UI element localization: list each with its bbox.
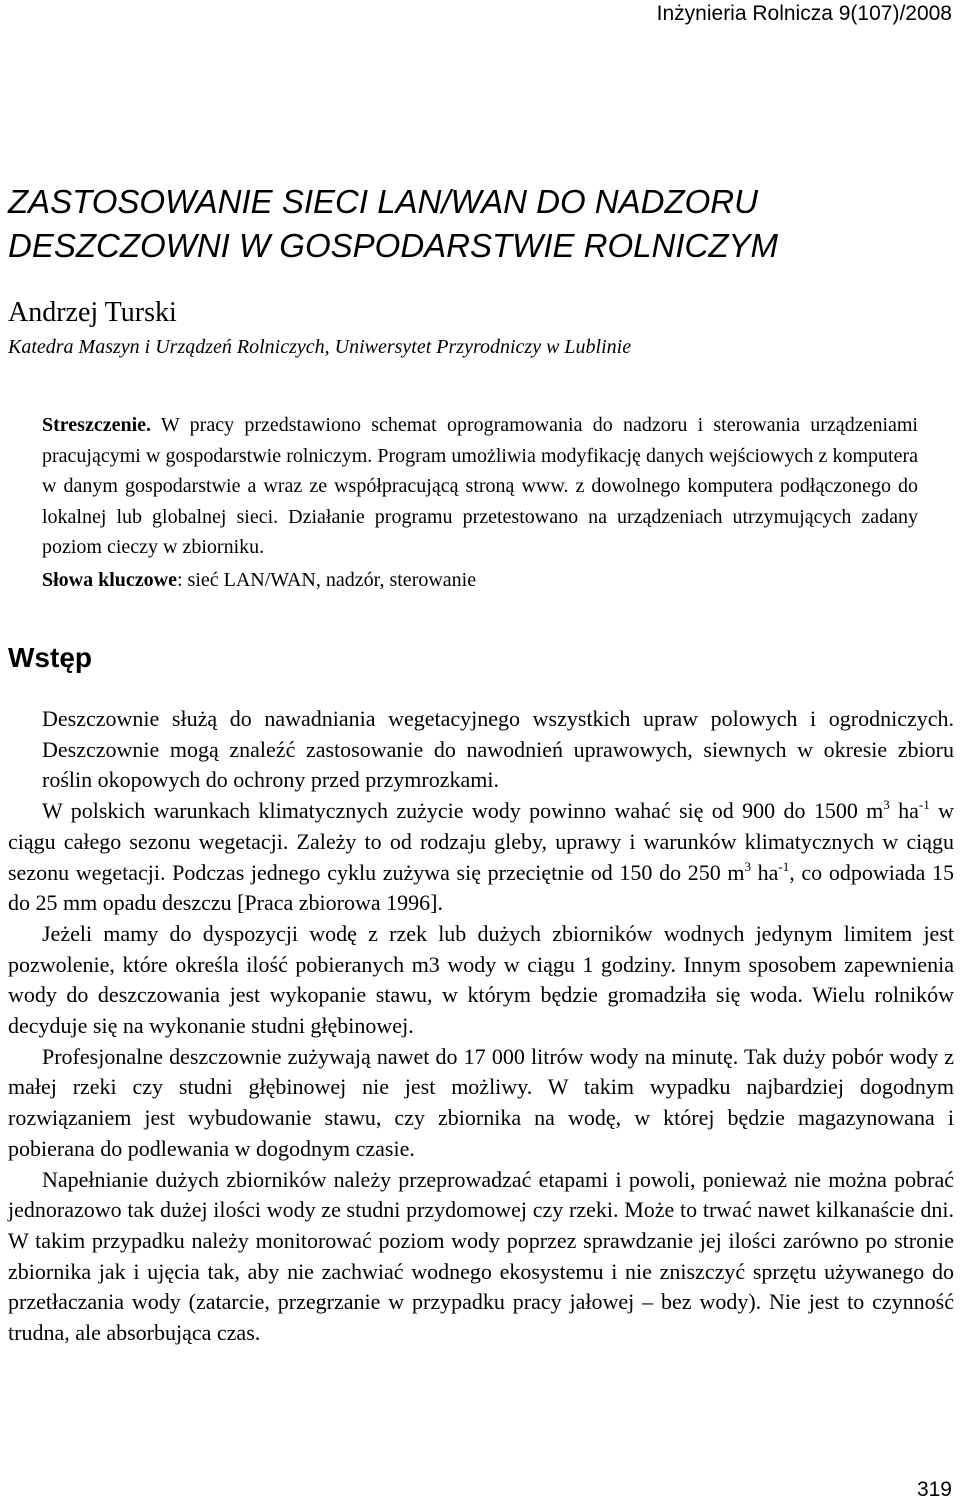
paragraph-5: Napełnianie dużych zbiorników należy przeprowadzać etapami i powoli, ponieważ nie można pobrać jednorazowo tak dużej ilości wody ze studni przydomowej czy rzeki. Może to trwać nawet kilkanaście dni. W takim przypadku należy monitorować poziom wody poprzez sprawdzanie jej ilości zarówno po stronie zbiornika jak i ujęcia tak, aby nie zachwiać wodnego ekosystemu i nie zniszczyć sprzętu używanego do przetłaczania wody (zatarcie, przegrzanie w przypadku pracy jałowej – bez wody). Nie jest to czynność trudna, ale absorbująca czas. bbox=[8, 1166, 954, 1346]
paragraph-2-text-b: ha bbox=[889, 798, 919, 824]
abstract bbox=[42, 410, 918, 563]
keywords bbox=[42, 565, 918, 595]
abstract-label: Streszczenie. bbox=[42, 414, 152, 436]
paragraph-2-text-d: ha bbox=[751, 859, 779, 885]
paragraph-2-text-c: w ciągu całego sezonu wegetacji. Zależy to od rodzaju gleby, uprawy i warunków klimatycznych w ciągu sezonu wegetacji. Podczas jednego cyklu zużywa się przeciętnie od 150 do 250 m bbox=[8, 798, 955, 885]
page-number: 319 bbox=[916, 1478, 952, 1501]
keywords-text: : sieć LAN/WAN, nadzór, sterowanie bbox=[177, 569, 477, 591]
superscript-minus-1: -1 bbox=[778, 858, 790, 874]
superscript-3: 3 bbox=[883, 797, 890, 813]
paragraph-1: Deszczownie służą do nawadniania wegetacyjnego wszystkich upraw polowych i ogrodniczych. Deszczownie mogą znaleźć zastosowanie do nawodnień uprawowych, siewnych w okresie zbioru roślin okopowych do ochrony przed przymrozkami. bbox=[42, 706, 954, 793]
section-heading: Wstęp bbox=[8, 642, 92, 673]
author-affiliation: Katedra Maszyn i Urządzeń Rolniczych, Uniwersytet Przyrodniczy w Lublinie bbox=[8, 336, 632, 358]
superscript-minus-1: -1 bbox=[918, 797, 930, 813]
title-line-1: ZASTOSOWANIE SIECI LAN/WAN DO NADZORU bbox=[8, 183, 758, 220]
body-text bbox=[8, 704, 954, 1349]
article-title bbox=[8, 180, 948, 268]
paragraph-2 bbox=[8, 796, 954, 919]
keywords-label: Słowa kluczowe bbox=[42, 569, 177, 591]
paragraph-4: Profesjonalne deszczownie zużywają nawet do 17 000 litrów wody na minutę. Tak duży pobór wody z małej rzeki czy studni głębinowej nie jest możliwy. W takim wypadku najbardziej dogodnym rozwiązaniem jest wybudowanie stawu, czy zbiornika na wodę, w której będzie magazynowana i pobierana do podlewania w dogodnym czasie. bbox=[8, 1043, 954, 1161]
running-head: Inżynieria Rolnicza 9(107)/2008 bbox=[656, 2, 952, 25]
paragraph-2-text-e: , co odpowiada 15 do 25 mm opadu deszczu [Praca zbiorowa 1996]. bbox=[8, 859, 955, 916]
superscript-3: 3 bbox=[744, 858, 751, 874]
paragraph-2-text-a: W polskich warunkach klimatycznych zużycie wody powinno wahać się od 900 do 1500 m bbox=[42, 798, 884, 824]
abstract-text: W pracy przedstawiono schemat oprogramowania do nadzoru i sterowania urządzeniami pracującymi w gospodarstwie rolniczym. Program umożliwia modyfikację danych wejściowych z komputera w danym gospodarstwie a wraz ze współpracującą stroną www. z dowolnego komputera podłączonego do lokalnej lub globalnej sieci. Działanie programu przetestowano na urządzeniach utrzymujących zadany poziom cieczy w zbiorniku. bbox=[42, 414, 918, 559]
author-name: Andrzej Turski bbox=[8, 297, 177, 328]
title-line-2: DESZCZOWNI W GOSPODARSTWIE ROLNICZYM bbox=[8, 227, 779, 264]
paragraph-3: Jeżeli mamy do dyspozycji wodę z rzek lub dużych zbiorników wodnych jedynym limitem jest pozwolenie, które określa ilość pobieranych m3 wody w ciągu 1 godziny. Innym sposobem zapewnienia wody do deszczowania jest wykopanie stawu, w którym będzie gromadziła się woda. Wielu rolników decyduje się na wykonanie studni głębinowej. bbox=[8, 920, 954, 1039]
